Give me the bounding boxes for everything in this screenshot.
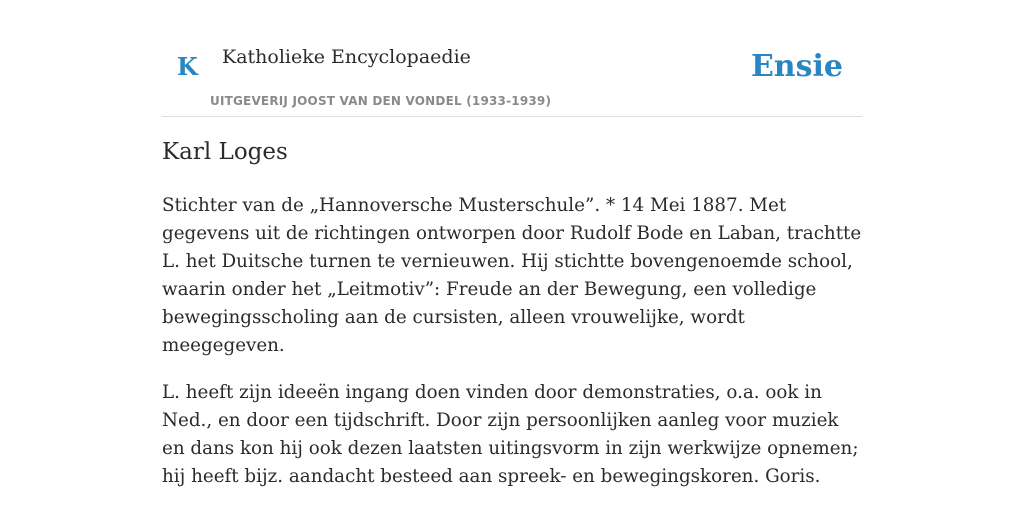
entry-body [162,192,862,510]
header [162,0,862,117]
entry-paragraph: L. heeft zijn ideeën ingang doen vinden door demonstraties, o.a. ook in Ned., en door een tijdschrift. Door zijn persoonlijken aanleg voor muziek en dans kon hij ook dezen laatsten uitingsvorm in zijn werkwijze opnemen; hij heeft bijz. aandacht besteed aan spreek- en bewegingskoren. Goris. [162,382,859,487]
page [162,0,862,487]
ensie-brand-link[interactable]: Ensie [750,49,843,84]
publisher-label: UITGEVERIJ JOOST VAN DEN VONDEL (1933-1939) [210,94,552,108]
encyclopedia-logo[interactable]: K [177,52,198,81]
entry-paragraph: Stichter van de „Hannoversche Musterschule”. * 14 Mei 1887. Met gegevens uit de richtingen ontworpen door Rudolf Bode en Laban, trachtte L. het Duitsche turnen te vernieuwen. Hij stichtte bovengenoemde school, waarin onder het „Leitmotiv”: Freude an der Bewegung, een volledige bewegingsscholing aan de cursisten, alleen vrouwelijke, wordt meegegeven. [162,195,862,356]
entry-title: Karl Loges [162,139,288,165]
book-title-link[interactable]: Katholieke Encyclopaedie [222,46,471,68]
